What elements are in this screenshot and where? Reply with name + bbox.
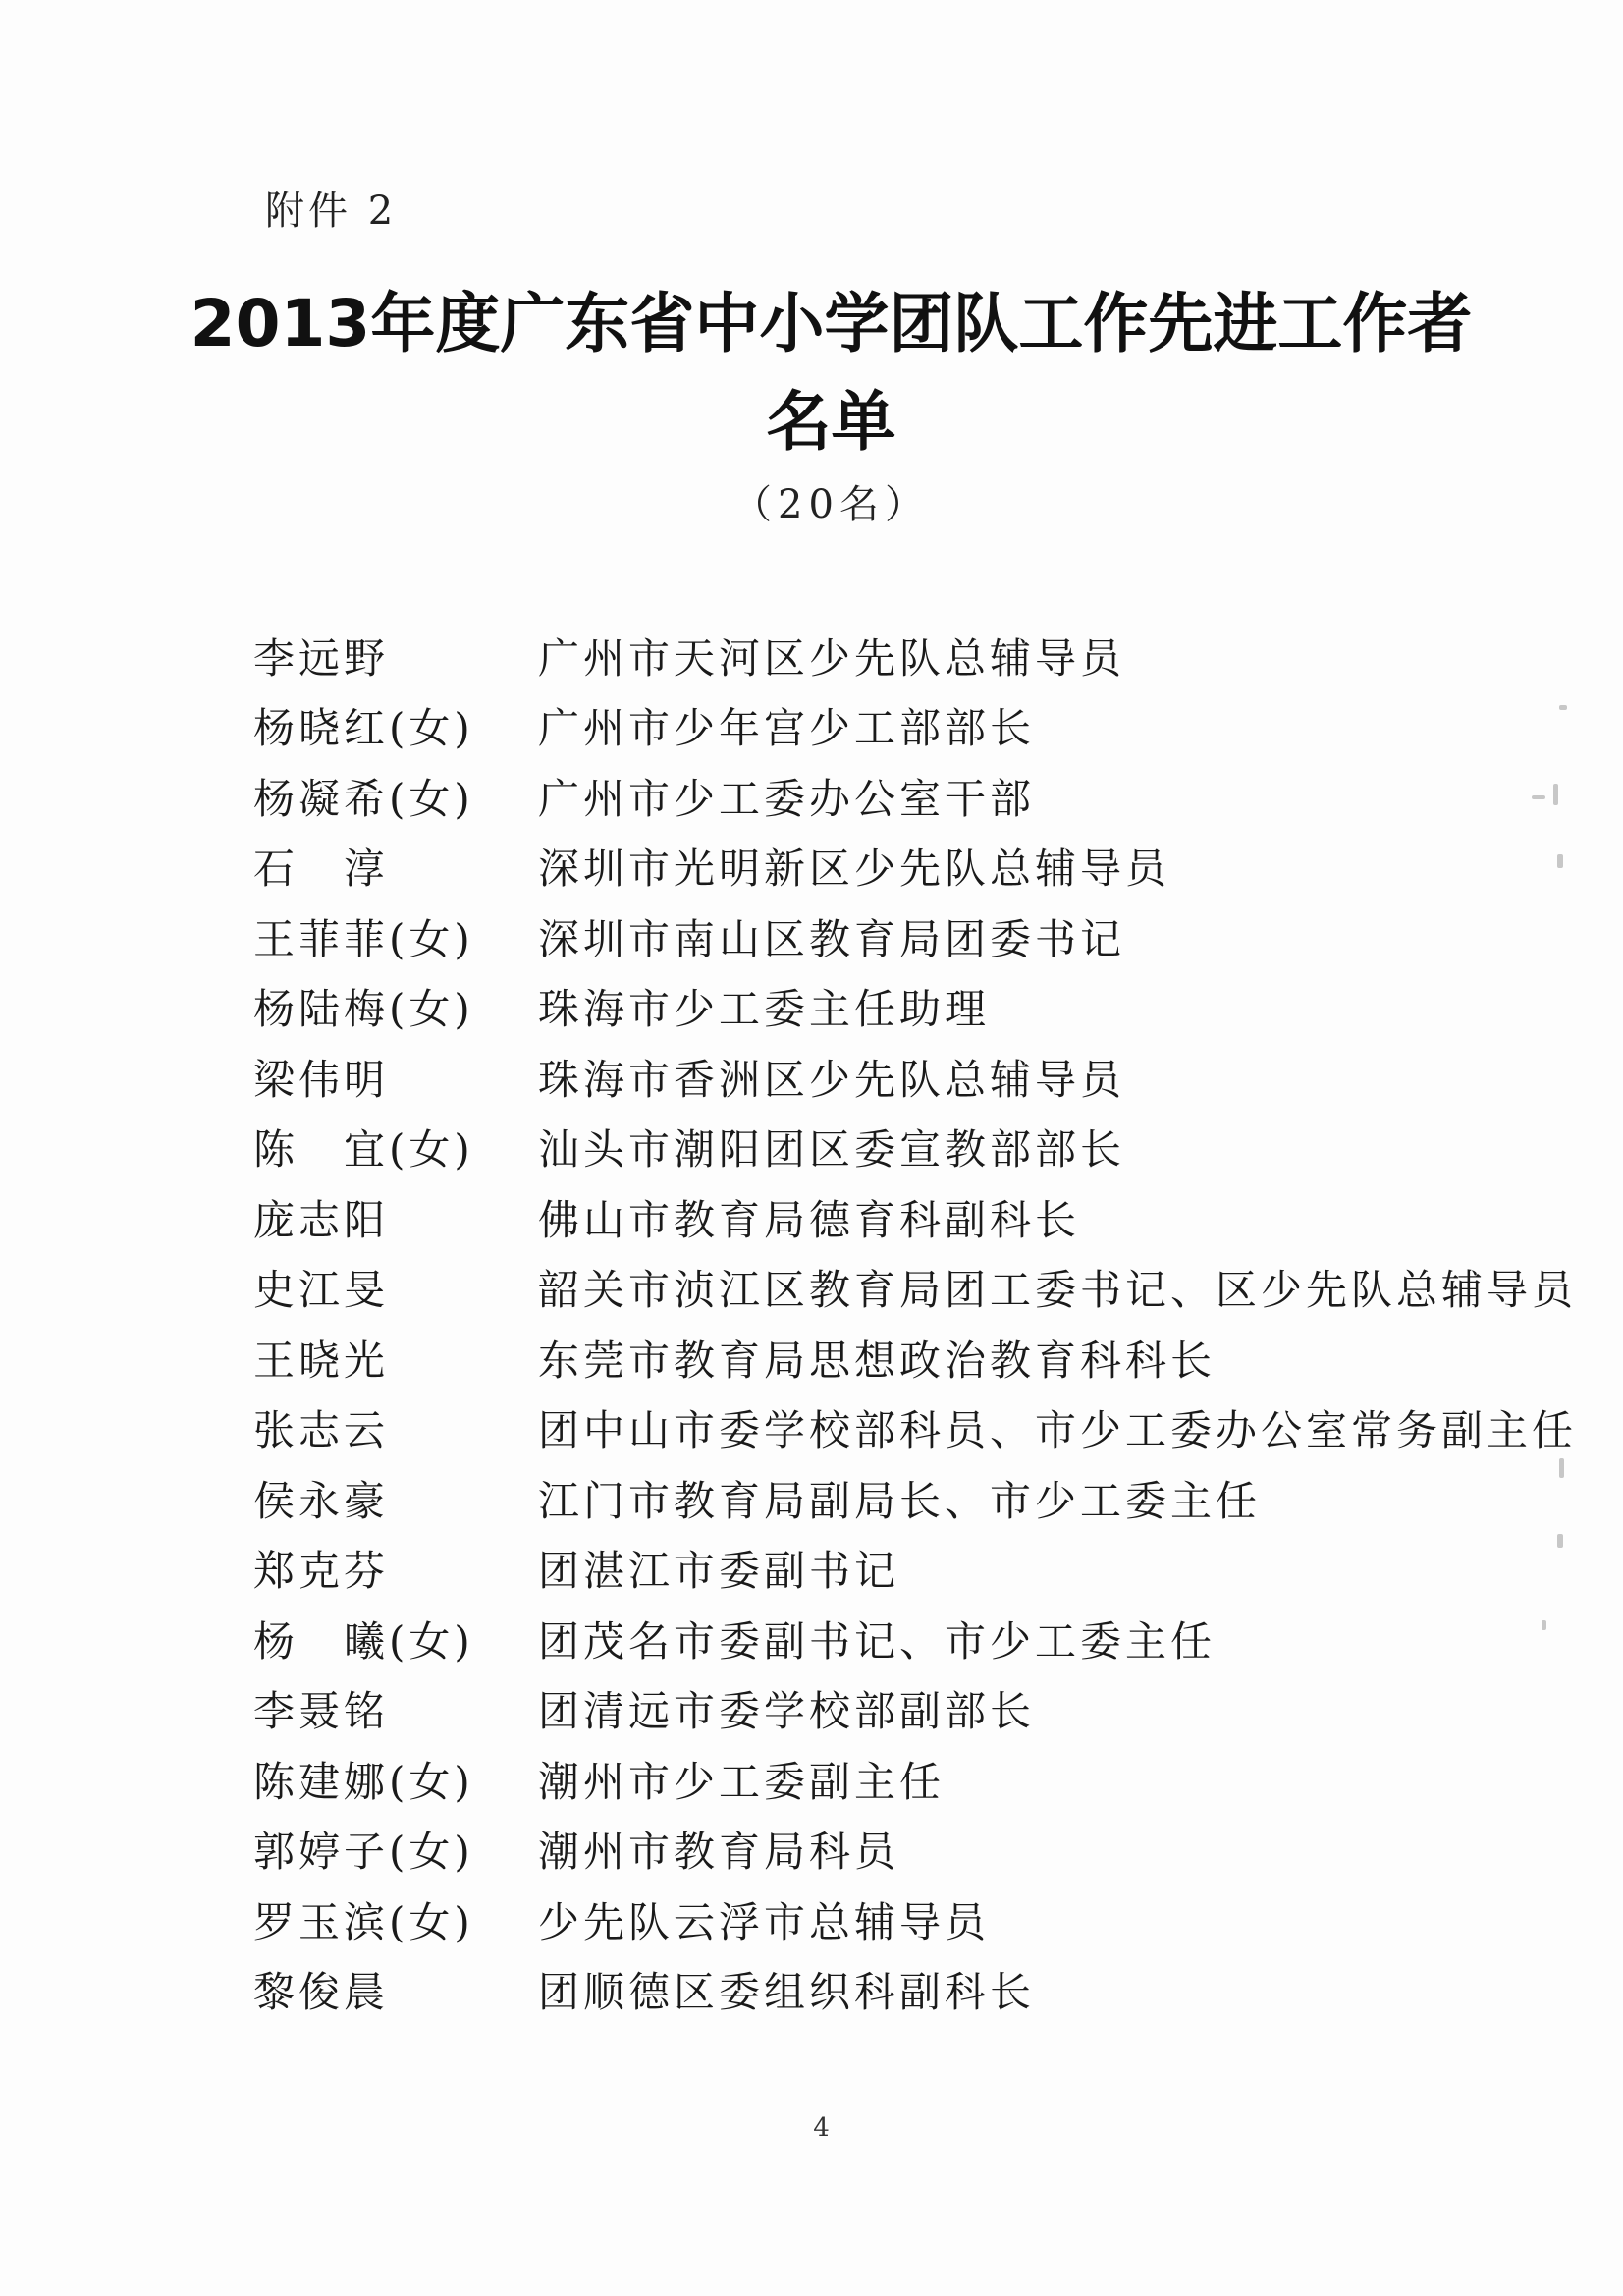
list-item — [253, 1113, 1471, 1183]
list-item — [253, 1182, 1471, 1253]
honoree-position: 深圳市光明新区少先队总辅导员 — [538, 845, 1171, 894]
honoree-position: 佛山市教育局德育科副科长 — [538, 1195, 1081, 1244]
scan-speck — [1553, 784, 1558, 805]
honoree-name: 石 淳 — [253, 845, 390, 894]
honoree-position: 广州市天河区少先队总辅导员 — [538, 633, 1126, 683]
honoree-name: 庞志阳 — [253, 1195, 390, 1244]
honoree-name: 杨陆梅(女) — [253, 985, 474, 1034]
scan-speck — [1557, 854, 1563, 868]
honoree-position: 团湛江市委副书记 — [538, 1547, 900, 1596]
honoree-position: 团顺德区委组织科副科长 — [538, 1968, 1036, 2017]
list-item — [253, 691, 1471, 762]
honoree-name: 史江旻 — [253, 1266, 390, 1315]
honoree-name: 侯永豪 — [253, 1476, 390, 1525]
scan-speck — [1559, 705, 1567, 710]
honoree-name: 杨 曦(女) — [253, 1616, 474, 1666]
honoree-name: 杨凝希(女) — [253, 774, 474, 823]
honoree-name: 陈 宜(女) — [253, 1125, 474, 1175]
count-label: （20名） — [732, 482, 930, 527]
honoree-position: 珠海市香洲区少先队总辅导员 — [538, 1055, 1126, 1104]
attachment-label: 附件 2 — [265, 189, 398, 234]
honoree-position: 潮州市教育局科员 — [538, 1828, 900, 1877]
honoree-name: 李远野 — [253, 633, 390, 683]
honoree-name: 郑克芬 — [253, 1547, 390, 1596]
honoree-name: 王菲菲(女) — [253, 914, 474, 963]
honoree-name: 李聂铭 — [253, 1687, 390, 1736]
honoree-position: 江门市教育局副局长、市少工委主任 — [538, 1476, 1262, 1525]
honoree-name: 陈建娜(女) — [253, 1757, 474, 1806]
scan-speck — [1532, 795, 1545, 799]
honoree-position: 深圳市南山区教育局团委书记 — [538, 914, 1126, 963]
scan-speck — [1542, 1620, 1546, 1630]
honoree-name: 王晓光 — [253, 1336, 390, 1385]
honoree-position: 韶关市浈江区教育局团工委书记、区少先队总辅导员 — [538, 1266, 1578, 1315]
honoree-position: 潮州市少工委副主任 — [538, 1757, 946, 1806]
honoree-position: 团清远市委学校部副部长 — [538, 1687, 1036, 1736]
honoree-position: 团中山市委学校部科员、市少工委办公室常务副主任 — [538, 1406, 1578, 1455]
list-item — [253, 1815, 1471, 1886]
honoree-position: 广州市少年宫少工部部长 — [538, 704, 1036, 753]
honoree-name: 郭婷子(女) — [253, 1828, 474, 1877]
title-line-1: 2013年度广东省中小学团队工作先进工作者 — [189, 286, 1473, 361]
honoree-name: 梁伟明 — [253, 1055, 390, 1104]
list-item — [253, 1394, 1578, 1464]
honoree-list — [253, 621, 1578, 2025]
page-number: 4 — [813, 2113, 830, 2143]
list-item — [253, 1323, 1471, 1394]
list-item — [253, 1674, 1471, 1745]
list-item — [253, 761, 1471, 832]
list-item — [253, 902, 1471, 972]
list-item — [253, 1463, 1471, 1534]
title-line-2: 名单 — [766, 384, 896, 460]
list-item — [253, 832, 1471, 902]
list-item — [253, 621, 1471, 691]
honoree-position: 团茂名市委副书记、市少工委主任 — [538, 1616, 1217, 1666]
honoree-position: 少先队云浮市总辅导员 — [538, 1897, 991, 1946]
list-item — [253, 972, 1471, 1043]
document-title — [0, 275, 1623, 471]
list-item — [253, 1744, 1471, 1815]
scan-speck — [1559, 1458, 1564, 1478]
list-item — [253, 1534, 1471, 1605]
honoree-name: 张志云 — [253, 1406, 390, 1455]
honoree-position: 东莞市教育局思想政治教育科科长 — [538, 1336, 1217, 1385]
honoree-name: 黎俊晨 — [253, 1968, 390, 2017]
list-item — [253, 1604, 1471, 1674]
honoree-position: 广州市少工委办公室干部 — [538, 774, 1036, 823]
honoree-position: 汕头市潮阳团区委宣教部部长 — [538, 1125, 1126, 1175]
list-item — [253, 1253, 1578, 1324]
scan-speck — [1557, 1534, 1563, 1548]
list-item — [253, 1042, 1471, 1113]
list-item — [253, 1955, 1471, 2026]
list-item — [253, 1885, 1471, 1955]
honoree-name: 罗玉滨(女) — [253, 1897, 474, 1946]
honoree-name: 杨晓红(女) — [253, 704, 474, 753]
honoree-position: 珠海市少工委主任助理 — [538, 985, 991, 1034]
